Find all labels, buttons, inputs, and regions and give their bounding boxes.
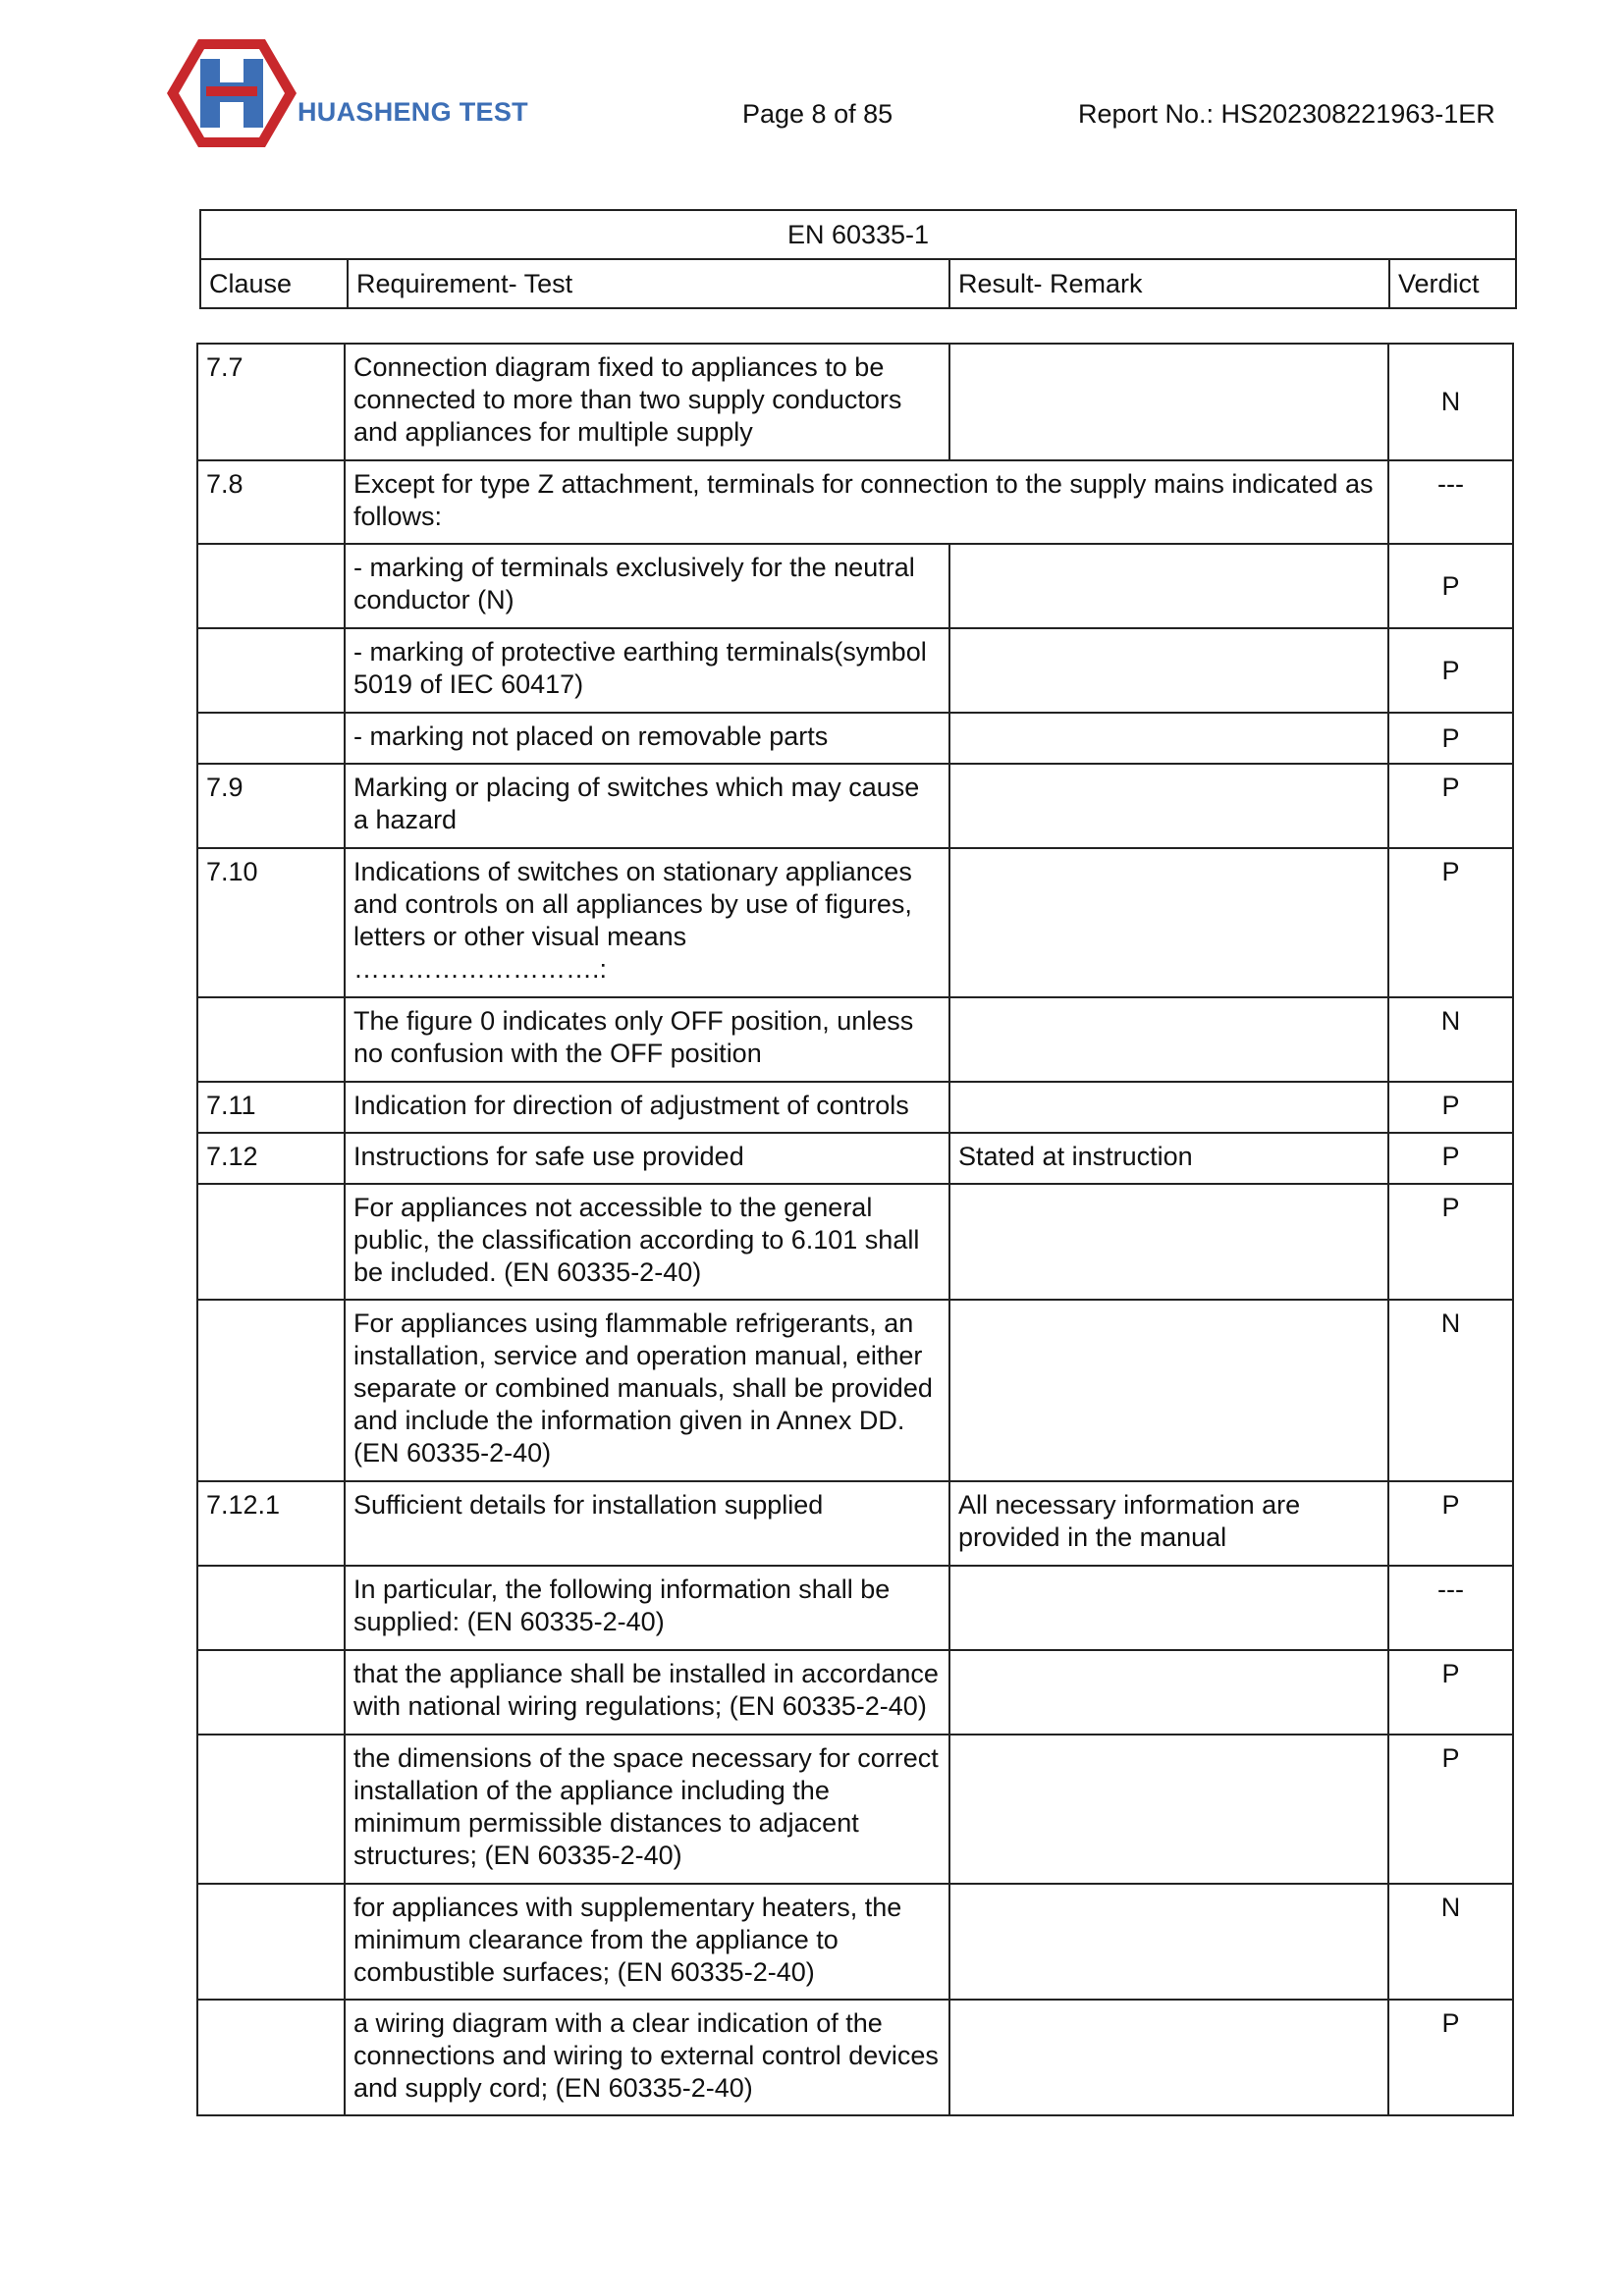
table-row xyxy=(197,1735,1513,1884)
requirement-cell: a wiring diagram with a clear indication of the connections and wiring to external control devices and supply cord; (EN 60335-2-40) xyxy=(345,2000,949,2115)
verdict-cell: --- xyxy=(1388,460,1513,544)
requirement-cell: for appliances with supplementary heaters, the minimum clearance from the appliance to combustible surfaces; (EN 60335-2-40) xyxy=(345,1884,949,2000)
verdict-cell: N xyxy=(1388,1884,1513,2000)
table-row xyxy=(197,1184,1513,1300)
result-cell xyxy=(949,848,1388,997)
col-header-result: Result- Remark xyxy=(949,259,1389,308)
table-row xyxy=(197,848,1513,997)
table-row xyxy=(197,1481,1513,1566)
requirement-cell: Indication for direction of adjustment of controls xyxy=(345,1082,949,1133)
company-logo xyxy=(165,35,298,151)
verdict-cell: P xyxy=(1388,1735,1513,1884)
clause-cell xyxy=(197,1650,345,1735)
result-cell xyxy=(949,1300,1388,1481)
brand-name: HUASHENG TEST xyxy=(298,97,528,127)
table-row xyxy=(197,1133,1513,1184)
clause-cell xyxy=(197,997,345,1082)
clause-cell: 7.10 xyxy=(197,848,345,997)
table-row xyxy=(197,713,1513,764)
requirement-cell: Sufficient details for installation supplied xyxy=(345,1481,949,1566)
verdict-cell: P xyxy=(1388,1082,1513,1133)
standard-header-table xyxy=(199,209,1517,309)
table-row xyxy=(197,1566,1513,1650)
table-row xyxy=(197,1082,1513,1133)
verdict-cell: P xyxy=(1388,1133,1513,1184)
table-row xyxy=(197,628,1513,713)
result-cell xyxy=(949,2000,1388,2115)
table-row xyxy=(197,344,1513,460)
requirement-cell: - marking of terminals exclusively for the neutral conductor (N) xyxy=(345,544,949,628)
col-header-verdict: Verdict xyxy=(1389,259,1516,308)
verdict-cell: N xyxy=(1388,997,1513,1082)
clause-cell xyxy=(197,1184,345,1300)
table-row xyxy=(197,460,1513,544)
requirement-cell: For appliances not accessible to the general public, the classification according to 6.101 shall be included. (EN 60335-2-40) xyxy=(345,1184,949,1300)
verdict-cell: P xyxy=(1388,2000,1513,2115)
clause-cell xyxy=(197,2000,345,2115)
result-cell xyxy=(949,997,1388,1082)
verdict-cell: P xyxy=(1388,544,1513,628)
requirement-cell: the dimensions of the space necessary for correct installation of the appliance including the minimum permissible distances to adjacent structures; (EN 60335-2-40) xyxy=(345,1735,949,1884)
verdict-cell: P xyxy=(1388,1184,1513,1300)
clause-cell xyxy=(197,1735,345,1884)
clause-cell: 7.12.1 xyxy=(197,1481,345,1566)
result-cell: All necessary information are provided in the manual xyxy=(949,1481,1388,1566)
requirement-cell: In particular, the following information shall be supplied: (EN 60335-2-40) xyxy=(345,1566,949,1650)
result-cell xyxy=(949,344,1388,460)
requirement-cell: - marking not placed on removable parts xyxy=(345,713,949,764)
verdict-cell: P xyxy=(1388,1650,1513,1735)
clause-cell: 7.9 xyxy=(197,764,345,848)
result-cell xyxy=(949,628,1388,713)
verdict-cell: P xyxy=(1388,628,1513,713)
clause-cell: 7.12 xyxy=(197,1133,345,1184)
result-cell xyxy=(949,764,1388,848)
verdict-cell: P xyxy=(1388,848,1513,997)
table-row xyxy=(197,2000,1513,2115)
verdict-cell: --- xyxy=(1388,1566,1513,1650)
clause-cell xyxy=(197,1884,345,2000)
requirement-cell: that the appliance shall be installed in accordance with national wiring regulations; (EN 60335-2-40) xyxy=(345,1650,949,1735)
col-header-requirement: Requirement- Test xyxy=(348,259,949,308)
table-row xyxy=(197,1884,1513,2000)
result-cell xyxy=(949,1884,1388,2000)
result-cell: Stated at instruction xyxy=(949,1133,1388,1184)
requirement-cell: - marking of protective earthing terminals(symbol 5019 of IEC 60417) xyxy=(345,628,949,713)
table-row xyxy=(197,1300,1513,1481)
standard-title: EN 60335-1 xyxy=(200,210,1516,259)
verdict-cell: P xyxy=(1388,1481,1513,1566)
result-cell xyxy=(949,1735,1388,1884)
verdict-cell: P xyxy=(1388,713,1513,764)
result-cell xyxy=(949,1184,1388,1300)
page-number: Page 8 of 85 xyxy=(742,99,893,129)
clause-cell xyxy=(197,713,345,764)
table-row xyxy=(197,997,1513,1082)
requirement-cell: The figure 0 indicates only OFF position, unless no confusion with the OFF position xyxy=(345,997,949,1082)
clause-cell xyxy=(197,628,345,713)
clause-cell: 7.8 xyxy=(197,460,345,544)
col-header-clause: Clause xyxy=(200,259,348,308)
clause-cell: 7.7 xyxy=(197,344,345,460)
requirement-cell: Except for type Z attachment, terminals for connection to the supply mains indicated as follows: xyxy=(345,460,1388,544)
verdict-cell: N xyxy=(1388,1300,1513,1481)
report-number: Report No.: HS202308221963-1ER xyxy=(1078,99,1495,129)
table-row xyxy=(197,1650,1513,1735)
clause-table xyxy=(196,343,1514,2116)
result-cell xyxy=(949,1650,1388,1735)
clause-cell: 7.11 xyxy=(197,1082,345,1133)
verdict-cell: N xyxy=(1388,344,1513,460)
verdict-cell: P xyxy=(1388,764,1513,848)
result-cell xyxy=(949,1566,1388,1650)
requirement-cell: Indications of switches on stationary appliances and controls on all appliances by use of figures, letters or other visual means ……………………….: xyxy=(345,848,949,997)
requirement-cell: For appliances using flammable refrigerants, an installation, service and operation manual, either separate or combined manuals, shall be provided and include the information given in Annex DD. (EN 60335-2-40) xyxy=(345,1300,949,1481)
clause-cell xyxy=(197,1300,345,1481)
requirement-cell: Connection diagram fixed to appliances to be connected to more than two supply conductors and appliances for multiple supply xyxy=(345,344,949,460)
clause-cell xyxy=(197,544,345,628)
table-row xyxy=(197,544,1513,628)
table-row xyxy=(197,764,1513,848)
result-cell xyxy=(949,544,1388,628)
requirement-cell: Instructions for safe use provided xyxy=(345,1133,949,1184)
requirement-cell: Marking or placing of switches which may cause a hazard xyxy=(345,764,949,848)
result-cell xyxy=(949,713,1388,764)
clause-cell xyxy=(197,1566,345,1650)
result-cell xyxy=(949,1082,1388,1133)
